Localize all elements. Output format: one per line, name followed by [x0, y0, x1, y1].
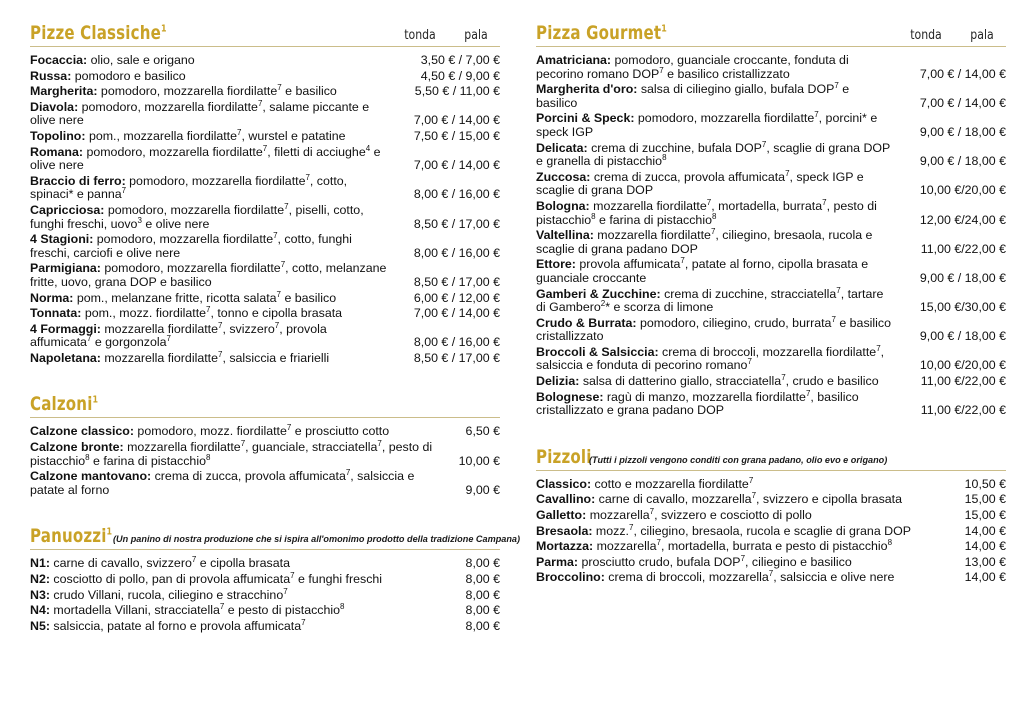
menu-item-name: N5: — [30, 618, 50, 633]
menu-item-row — [30, 143, 500, 173]
menu-item-row — [30, 349, 500, 366]
menu-item-description: 4 Formaggi: mozzarella fiordilatte$^7$, svizzero$^7$, provola affumicata$^7$ e gorgonzola$^7$ — [30, 320, 327, 350]
menu-item-row — [30, 262, 500, 289]
section-calzoni — [30, 393, 500, 497]
menu-item-row — [536, 54, 1006, 81]
menu-item-price: 10,50 € — [964, 476, 1006, 491]
menu-item-name: Diavola: — [30, 99, 79, 114]
section-title-pizza-gourmet: Pizza Gourmet$^1$ — [536, 22, 667, 44]
menu-item-price: 13,00 € — [964, 554, 1006, 569]
menu-item-description: Porcini & Speck: pomodoro, mozzarella fiordilatte$^7$, porcini* e speck IGP — [536, 110, 878, 139]
menu-item-description: Topolino: pom., mozzarella fiordilatte$^7$, wurstel e patatine — [30, 127, 346, 143]
section-pizzoli — [536, 446, 1006, 585]
menu-item-name: Mortazza: — [536, 539, 594, 554]
menu-item-description: Tonnata: pom., mozz. fiordilatte$^7$, tonno e cipolla brasata — [30, 304, 343, 321]
section-header-panuozzi — [30, 525, 521, 550]
menu-item-price: 5,50 € / 11,00 € — [414, 84, 500, 99]
menu-item-price: 14,00 € — [964, 539, 1006, 554]
menu-item-row — [536, 388, 1006, 418]
menu-item-price: 15,00 € — [964, 492, 1006, 507]
menu-item-description: Amatriciana: pomodoro, guanciale croccante, fonduta di pecorino romano DOP$^7$ e basilico cristallizzato — [536, 53, 849, 81]
menu-item-description: Cavallino: carne di cavallo, mozzarella$^7$, svizzero e cipolla brasata — [536, 491, 903, 507]
menu-item-description: Valtellina: mozzarella fiordilatte$^7$, ciliegino, bresaola, rucola e scaglie di grana padano DOP — [536, 227, 873, 256]
menu-item-description: N3: crudo Villani, rucola, ciliegino e stracchino$^7$ — [30, 586, 288, 602]
menu-item-price: 11,00 €/22,00 € — [920, 374, 1006, 389]
menu-item-row — [536, 229, 1006, 256]
menu-item-price: 11,00 €/22,00 € — [920, 241, 1006, 256]
section-title-panuozzi: Panuozzi$^1$ — [30, 525, 113, 548]
menu-item-price: 4,50 € / 9,00 € — [420, 68, 500, 83]
menu-item-price: 8,00 € — [465, 618, 500, 633]
menu-item-row — [30, 98, 500, 128]
menu-item-name: Russa: — [30, 68, 72, 83]
menu-item-description: N1: carne di cavallo, svizzero$^7$ e cipolla brasata — [30, 555, 290, 571]
menu-item-price: 3,50 € / 7,00 € — [420, 53, 500, 67]
menu-item-row — [536, 553, 1006, 570]
menu-item-description: Parmigiana: pomodoro, mozzarella fiordilatte$^7$, cotto, melanzane fritte, uovo, grana DOP e basilico — [30, 260, 387, 289]
menu-item-row — [536, 343, 1006, 373]
menu-item-price: 6,50 € — [465, 424, 500, 439]
menu-item-name: Ettore: — [536, 257, 576, 272]
menu-item-description: Calzone classico: pomodoro, mozz. fiordilatte$^7$ e prosciutto cotto — [30, 423, 390, 439]
menu-item-description: Braccio di ferro: pomodoro, mozzarella fiordilatte$^7$, cotto, spinaci* e panna$^7$ — [30, 172, 348, 202]
menu-item-row — [30, 233, 500, 260]
menu-item-price: 15,00 € — [964, 508, 1006, 523]
menu-item-name: 4 Stagioni: — [30, 232, 94, 247]
menu-item-name: Delicata: — [536, 140, 588, 155]
menu-item-description: Russa: pomodoro e basilico — [30, 68, 186, 83]
menu-item-row — [30, 54, 500, 68]
menu-item-description: Norma: pom., melanzane fritte, ricotta salata$^7$ e basilico — [30, 289, 337, 305]
menu-item-name: Romana: — [30, 144, 84, 159]
menu-item-description: Margherita d'oro: salsa di ciliegino giallo, bufala DOP$^7$ e basilico — [536, 81, 850, 110]
menu-item-row — [30, 201, 500, 231]
spacer — [536, 422, 1006, 446]
menu-item-row — [536, 83, 1006, 110]
menu-item-description: Romana: pomodoro, mozzarella fiordilatte$^7$, filetti di acciughe$^4$ e olive nere — [30, 143, 381, 173]
menu-item-description: Bolognese: ragù di manzo, mozzarella fiordilatte$^7$, basilico cristallizzato e grana padano DOP — [536, 388, 859, 418]
menu-item-row — [536, 475, 1006, 492]
section-pizze-classiche — [30, 22, 500, 365]
menu-item-name: Norma: — [30, 290, 74, 305]
menu-item-name: Amatriciana: — [536, 53, 612, 67]
menu-column-left — [30, 22, 521, 714]
menu-item-price: 15,00 €/30,00 € — [919, 300, 1006, 315]
menu-item-name: Zuccosa: — [536, 169, 591, 184]
menu-item-name: Cavallino: — [536, 492, 596, 507]
menu-item-row — [30, 470, 500, 497]
menu-item-price: 8,50 € / 17,00 € — [413, 350, 500, 365]
menu-item-price: 6,00 € / 12,00 € — [413, 290, 500, 305]
section-header-calzoni — [30, 393, 500, 418]
section-title-pizzoli: Pizzoli — [536, 445, 592, 468]
menu-item-row — [30, 289, 500, 306]
menu-item-name: Topolino: — [30, 128, 86, 143]
column-header-pala: pala — [970, 27, 994, 43]
menu-item-row — [30, 604, 500, 618]
menu-item-row — [30, 438, 500, 468]
menu-item-row — [30, 425, 500, 439]
menu-item-name: N3: — [30, 587, 50, 602]
menu-item-price: 10,00 €/20,00 € — [919, 183, 1006, 198]
menu-item-price: 7,00 € / 14,00 € — [413, 158, 500, 173]
menu-item-row — [536, 522, 1006, 539]
section-header-pizze-classiche — [30, 22, 500, 47]
menu-item-price: 8,00 € — [465, 572, 500, 587]
menu-item-name: Galletto: — [536, 508, 587, 523]
menu-item-price: 8,00 € — [465, 556, 500, 571]
menu-column-right — [536, 22, 1006, 714]
menu-item-price: 7,00 € / 14,00 € — [413, 306, 500, 321]
menu-item-description: Zuccosa: crema di zucca, provola affumicata$^7$, speck IGP e scaglie di grana DOP — [536, 168, 864, 198]
menu-item-description: Broccoli & Salsiccia: crema di broccoli, mozzarella fiordilatte$^7$, salsiccia e fonduta di pecorino romano$^7$ — [536, 343, 885, 373]
menu-item-row — [536, 540, 1006, 554]
menu-item-name: Parmigiana: — [30, 261, 101, 276]
menu-item-name: Crudo & Burrata: — [536, 315, 637, 330]
column-header-tonda: tonda — [404, 27, 436, 43]
menu-item-price: 8,00 € / 16,00 € — [413, 187, 500, 202]
menu-item-description: Calzone mantovano: crema di zucca, provola affumicata$^7$, salsiccia e patate al forno — [30, 468, 415, 497]
menu-item-row — [30, 320, 500, 350]
menu-item-name: Gamberi & Zucchine: — [536, 286, 661, 301]
menu-item-name: Broccolino: — [536, 570, 605, 585]
menu-item-row — [30, 570, 500, 587]
menu-item-price: 8,00 € — [465, 603, 500, 618]
menu-item-description: Delizia: salsa di datterino giallo, stracciatella$^7$, crudo e basilico — [536, 372, 879, 389]
menu-item-description: Capricciosa: pomodoro, mozzarella fiordilatte$^7$, piselli, cotto, funghi freschi, uovo$^3$ e olive nere — [30, 201, 364, 231]
section-pizza-gourmet — [536, 22, 1006, 418]
menu-item-description: Bresaola: mozz.$^7$, ciliegino, bresaola, rucola e scaglie di grana DOP — [536, 522, 911, 538]
menu-item-description: N5: salsiccia, patate al forno e provola affumicata$^7$ — [30, 617, 306, 633]
menu-item-name: Calzone mantovano: — [30, 469, 152, 484]
menu-item-description: N2: cosciotto di pollo, pan di provola affumicata$^7$ e funghi freschi — [30, 570, 383, 587]
column-gap — [508, 22, 536, 714]
menu-item-row — [536, 493, 1006, 507]
menu-item-name: Porcini & Speck: — [536, 111, 635, 126]
item-list-panuozzi — [30, 557, 500, 633]
menu-item-name: N4: — [30, 603, 50, 618]
item-list-pizze-classiche — [30, 54, 500, 365]
item-list-pizza-gourmet — [536, 54, 1006, 418]
menu-item-name: Valtellina: — [536, 228, 594, 243]
menu-item-description: Diavola: pomodoro, mozzarella fiordilatte$^7$, salame piccante e olive nere — [30, 98, 370, 128]
menu-item-price: 14,00 € — [964, 570, 1006, 585]
menu-item-row — [536, 314, 1006, 344]
menu-item-price: 8,50 € / 17,00 € — [413, 216, 500, 231]
menu-item-name: Bologna: — [536, 198, 590, 213]
column-header-tonda: tonda — [910, 27, 942, 43]
menu-item-price: 8,00 € — [465, 587, 500, 602]
menu-item-row — [536, 372, 1006, 389]
column-header-pala: pala — [464, 27, 488, 43]
menu-item-description: Mortazza: mozzarella$^7$, mortadella, burrata e pesto di pistacchio$^8$ — [536, 538, 893, 554]
menu-item-name: Margherita d'oro: — [536, 82, 638, 97]
menu-item-price: 9,00 € — [465, 482, 500, 497]
menu-item-name: Broccoli & Salsiccia: — [536, 344, 659, 359]
menu-item-price: 11,00 €/22,00 € — [920, 403, 1006, 418]
menu-item-description: Galletto: mozzarella$^7$, svizzero e cosciotto di pollo — [536, 506, 812, 523]
section-title-calzoni: Calzoni$^1$ — [30, 393, 99, 416]
menu-item-row — [536, 571, 1006, 585]
section-panuozzi — [30, 525, 521, 633]
menu-item-description: Bologna: mozzarella fiordilatte$^7$, mortadella, burrata$^7$, pesto di pistacchio$^8$ e farina di pistacchio$^8$ — [536, 197, 877, 227]
menu-item-description: Crudo & Burrata: pomodoro, ciliegino, crudo, burrata$^7$ e basilico cristallizzato — [536, 314, 891, 344]
menu-item-price: 7,00 € / 14,00 € — [919, 95, 1006, 110]
menu-item-name: Bolognese: — [536, 389, 604, 404]
menu-item-name: Napoletana: — [30, 350, 101, 365]
menu-item-row — [536, 197, 1006, 227]
menu-item-description: Parma: prosciutto crudo, bufala DOP$^7$, ciliegino e basilico — [536, 553, 852, 569]
menu-item-name: Capricciosa: — [30, 202, 105, 217]
menu-item-row — [30, 70, 500, 84]
menu-item-name: Calzone bronte: — [30, 440, 124, 455]
menu-item-price: 7,00 € / 14,00 € — [413, 113, 500, 128]
menu-item-name: 4 Formaggi: — [30, 321, 101, 336]
menu-item-name: Calzone classico: — [30, 424, 134, 439]
section-title-pizze-classiche: Pizze Classiche$^1$ — [30, 22, 167, 44]
menu-item-description: Napoletana: mozzarella fiordilatte$^7$, salsiccia e friarielli — [30, 349, 330, 365]
menu-item-price: 12,00 €/24,00 € — [919, 212, 1006, 227]
menu-item-description: Calzone bronte: mozzarella fiordilatte$^7$, guanciale, stracciatella$^7$, pesto di pistacchio$^8$ e farina di pistacchio$^8$ — [30, 438, 433, 468]
menu-item-name: Braccio di ferro: — [30, 173, 126, 188]
menu-item-row — [30, 172, 500, 202]
menu-item-description: Gamberi & Zucchine: crema di zucchine, stracciatella$^7$, tartare di Gambero$^2$* e scorza di limone — [536, 285, 884, 315]
menu-item-description: Margherita: pomodoro, mozzarella fiordilatte$^7$ e basilico — [30, 83, 337, 99]
menu-item-name: Delizia: — [536, 374, 580, 389]
menu-item-price: 9,00 € / 18,00 € — [919, 124, 1006, 139]
menu-item-price: 8,00 € / 16,00 € — [413, 245, 500, 260]
spacer — [30, 501, 500, 525]
menu-item-price: 14,00 € — [964, 523, 1006, 538]
menu-item-row — [30, 557, 500, 571]
menu-item-name: N2: — [30, 572, 50, 587]
menu-item-name: Bresaola: — [536, 523, 593, 538]
section-header-pizzoli — [536, 446, 1006, 471]
menu-item-price: 7,50 € / 15,00 € — [413, 128, 500, 143]
menu-item-row — [30, 85, 500, 99]
section-header-pizza-gourmet — [536, 22, 1006, 47]
menu-item-description: Delicata: crema di zucchine, bufala DOP$^7$, scaglie di grana DOP e granella di pistacchio$^8$ — [536, 139, 891, 169]
menu-item-row — [30, 617, 500, 634]
menu-item-row — [536, 506, 1006, 523]
menu-item-price: 8,50 € / 17,00 € — [413, 274, 500, 289]
menu-item-price: 9,00 € / 18,00 € — [919, 329, 1006, 344]
menu-item-name: Classico: — [536, 476, 592, 491]
menu-item-description: Ettore: provola affumicata$^7$, patate al forno, cipolla brasata e guanciale croccante — [536, 256, 869, 285]
section-note-pizzoli: (Tutti i pizzoli vengono conditi con grana padano, olio evo e origano) — [589, 454, 888, 466]
menu-item-price: 8,00 € / 16,00 € — [413, 335, 500, 350]
menu-item-description: Focaccia: olio, sale e origano — [30, 53, 195, 67]
item-list-calzoni — [30, 425, 500, 497]
menu-item-name: Tonnata: — [30, 306, 82, 321]
menu-item-row — [30, 127, 500, 144]
menu-item-description: 4 Stagioni: pomodoro, mozzarella fiordilatte$^7$, cotto, funghi freschi, carciofi e olive nere — [30, 231, 352, 260]
menu-item-price: 10,00 €/20,00 € — [919, 358, 1006, 373]
menu-item-price: 7,00 € / 14,00 € — [919, 66, 1006, 81]
menu-item-description: N4: mortadella Villani, stracciatella$^7$ e pesto di pistacchio$^8$ — [30, 602, 345, 618]
menu-item-price: 10,00 € — [458, 453, 500, 468]
spacer — [30, 369, 500, 393]
menu-item-description: Broccolino: crema di broccoli, mozzarella$^7$, salsiccia e olive nere — [536, 569, 895, 585]
menu-item-row — [30, 586, 500, 603]
menu-item-price: 9,00 € / 18,00 € — [919, 154, 1006, 169]
menu-item-name: Parma: — [536, 554, 579, 569]
menu-item-name: Focaccia: — [30, 53, 88, 67]
menu-item-row — [536, 258, 1006, 285]
menu-item-price: 9,00 € / 18,00 € — [919, 270, 1006, 285]
menu-item-row — [536, 139, 1006, 169]
menu-item-name: Margherita: — [30, 84, 98, 99]
menu-item-row — [536, 285, 1006, 315]
menu-item-row — [536, 168, 1006, 198]
section-note-panuozzi: (Un panino di nostra produzione che si ispira all'omonimo prodotto della tradizione Campana) — [113, 534, 521, 546]
menu-item-row — [536, 112, 1006, 139]
item-list-pizzoli — [536, 475, 1006, 585]
menu-item-description: Classico: cotto e mozzarella fiordilatte$^7$ — [536, 475, 754, 491]
menu-item-name: N1: — [30, 556, 50, 571]
menu-item-row — [30, 304, 500, 321]
